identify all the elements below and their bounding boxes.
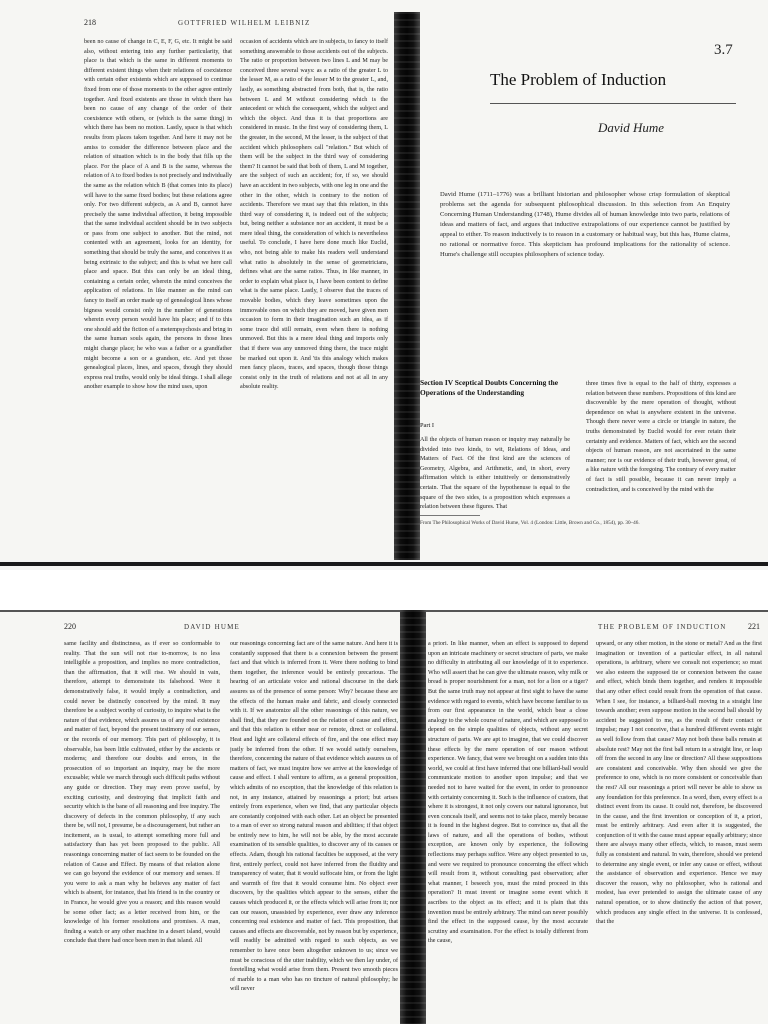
leibniz-column-2 (240, 38, 388, 448)
page-chapter-3-7 (420, 0, 768, 570)
footnote-rule (420, 515, 480, 516)
folio-221: 221 (748, 622, 760, 631)
chapter-author: David Hume (598, 120, 665, 135)
chapter-title: The Problem of Induction (490, 70, 667, 89)
page-221 (428, 610, 768, 1024)
running-head-leibniz: GOTTFRIED WILHELM LEIBNIZ (178, 19, 311, 27)
page221-column-1: a priori. In like manner, when an effect is supposed to depend upon an intricate machinery or secret structure of parts, we make no difficulty in attributing all our knowledge of it to experience. Who will assert that he can give the ultimate reason, why milk or bread is proper nourishment for a man, not for a lion or a tiger? But the same truth may not appear at first sight to have the same evidence with regard to events, which have become familiar to us from our first appearance in the world, which bear a close analogy to the whole course of nature, and which are supposed to depend on the simple qualities of objects, without any secret structure of parts. We are apt to imagine, that we could discover these effects by the mere operation of our reason without experience. We fancy, that were we brought on a sudden into this world, we could at first have inferred that one billiard-ball would communicate motion to another upon impulse; and that we needed not to have waited for the event, in order to pronounce with certainty concerning it. Such is the influence of custom, that where it is strongest, it not only covers our natural ignorance, but even conceals itself, and seems not to take place, merely because it is found in the highest degree. But to convince us, that all the laws of nature, and all the operations of bodies, without exception, are known only by experience, the following reflections may perhaps suffice. Were any object presented to us, and were we required to pronounce concerning the effect which will result from it, without consulting past observation; after what manner, I beseech you, must the mind proceed in this operation? It must invent or imagine some event which it ascribes to the object as its effect; and it is plain that this invention must be entirely arbitrary. The mind can never possibly find the effect in the supposed cause, by the most accurate scrutiny and examination. For the effect is totally different from the cause, (428, 641, 588, 945)
top-spread-bottom-edge (0, 562, 768, 566)
chapter-number: 3.7 (714, 42, 733, 58)
page221-column-2: upward, or any other motion, in the stone or metal? And as the first imagination or invention of a particular effect, in all natural operations, is arbitrary, where we consult not experience; so must we also esteem the supposed tie or connexion between the cause and effect, which binds them together, and renders it impossible that any other effect could result from the operation of that cause. When I see, for instance, a billiard-ball moving in a straight line towards another; even suppose motion in the second ball should by accident be suggested to me, as the result of their contact or impulse; may I not conceive, that a hundred different events might as well follow from that cause? May not both these balls remain at absolute rest? May not the first ball return in a straight line, or leap off from the second in any line or direction? All these suppositions are consistent and conceivable. Why then should we give the preference to one, which is no more consistent or conceivable than the rest? All our reasonings a priori will never be able to show us any foundation for this preference. In a word, then, every effect is a distinct event from its cause. It could not, therefore, be discovered in the cause, and the first invention or conception of it, a priori, must be entirely arbitrary. And even after it is suggested, the conjunction of it with the cause must appear equally arbitrary; since there are always many other effects, which, to reason, must seem fully as consistent and natural. In vain, therefore, should we pretend to determine any single event, or infer any cause or effect, without the assistance of observation and experience. Hence we may discover the reason, why no philosopher, who is rational and modest, has ever pretended to assign the ultimate cause of any natural operation, or to show distinctly the action of that power, which produces any single effect in the universe. It is confessed, that the (596, 641, 762, 926)
running-head-hume: DAVID HUME (184, 623, 241, 631)
leibniz-col2-text: occasion of accidents which are in subjects, to fancy to itself something answerable to those accidents out of the subjects. The ratio or proportion between two lines L and M may be conceived three several ways: as a ratio of the greater L to the lesser M, as a ratio of the lesser M to the greater L, and, lastly, as something abstracted from both, that is, the ratio between L and M without considering which is the antecedent or which the consequent, which the subject and which the object. And thus it is that proportions are considered in music. In the first way of considering them, L the greater, in the second, M the lesser, is the subject of that accident which philosophers call "relation." But which of them will be the subject in the third way of considering them? It cannot be said that both of them, L and M together, are the subject of such an accident; for, if so, we should have an accident in two subjects, with one leg in one and the other in the other, which is contrary to the notion of accidents. Therefore we must say that this relation, in this third way of considering it, is indeed out of the subjects; but, being neither a substance nor an accident, it must be a mere ideal thing, the consideration of which is nevertheless useful. To conclude, I have here done much like Euclid, who, not being able to make his readers well understand what ratio is absolutely in the sense of geometricians, defines what are the same ratios. Thus, in like manner, in order to explain what place is, I have been content to define what is the same place. Lastly, I observe that the traces of movable bodies, which they leave sometimes upon the immovable ones on which they are moved, have given men occasion to form in their imagination such an idea, as if some trace did still remain, even when there is nothing unmoved. But this is a mere ideal thing and imports only that if there was any unmoved thing there, the trace might be marked out upon it. And 'tis this analogy which makes men fancy places, traces, and spaces, though those things consist only in the truth of relations and not at all in any absolute reality. (240, 39, 388, 391)
bottom-spread (0, 610, 768, 1024)
chapter-intro: David Hume (1711–1776) was a brilliant historian and philosopher whose crisp formulation of skeptical problems set the agenda for subsequent philosophical discussion. In this selection from An Enquiry Concerning Human Understanding (1748), Hume divides all of human knowledge into two parts, relations of ideas and matters of fact, and argues that inductive extrapolations of our experience cannot be justified by appeal to either. To reason inductively is to reason in a customary or habitual way, but this has, Hume claims, no rational or normative force. This skepticism has profound implications for the rationality of science. Hume's challenge still occupies philosophers of science today. (440, 191, 730, 258)
footnote-source: From The Philosophical Works of David Hume, Vol. 4 (London: Little, Brown and Co., 1854), pp. 30–46. (420, 520, 640, 526)
folio-220: 220 (64, 622, 76, 631)
book-gutter-shadow-bottom (400, 610, 426, 1024)
leibniz-col1-text: been no cause of change in C, E, F, G, etc. It might be said also, without entering into any further particularity, that place is that which is the same in different moments to different existent things when their relations of coexistence with certain other existents which are supposed to continue fixed from one of those moments to the other agree entirely together. And fixed existents are those in which there has been no cause of any change of the order of their coexistence with others, or (which is the same thing) in which there has been no motion. Lastly, space is that which results from places taken together. And here it may not be amiss to consider the difference between place and the relation of situation which is in the body that fills up the place. For the place of A and B is the same, whereas the relation of A to fixed bodies is not precisely and individually the same as the relation which B (that comes into its place) will have to the same fixed bodies; but these relations agree only. For two different subjects, as A and B, cannot have precisely the same individual affection, it being impossible that the same individual accident should be in two subjects or pass from one subject to another. But the mind, not contented with an agreement, looks for an identity, for something that should be truly the same, and conceives it as being extrinsic to the subject; and this is what we here call place and space. But this can only be an ideal thing, containing a certain order, wherein the mind conceives the application of relations. In like manner as the mind can fancy to itself an order made up of genealogical lines whose bigness would consist only in the number of generations wherein every person would have his place; and if to this one should add the fiction of a metempsychosis and bring in the same human souls again, the persons in those lines might change place; he who was a father or a grandfather might become a son or a grandson, etc. And yet those genealogical places, lines, and spaces, though they should express real truths, would only be ideal things. I shall allege another example to show how the mind uses, upon (84, 39, 232, 391)
running-head-induction: THE PROBLEM OF INDUCTION (598, 623, 727, 631)
book-gutter-shadow-top (394, 12, 420, 560)
leibniz-column-1 (84, 38, 232, 448)
page-218 (0, 0, 396, 570)
hume-intro-column-1: All the objects of human reason or inquiry may naturally be divided into two kinds, to wit, Relations of Ideas, and Matters of Fact. Of the first kind are the sciences of Geometry, Algebra, and Arithmetic, and, in short, every affirmation which is either intuitively or demonstratively certain. That the square of the hypothenuse is equal to the square of the two sides, is a proposition which expresses a relation between these figures. That (420, 437, 570, 510)
chapter-title-rule (490, 103, 736, 104)
page-220 (0, 610, 404, 1024)
page220-column-1: same facility and distinctness, as if ever so conformable to reality. That the sun will not rise to-morrow, is no less intelligible a proposition, and implies no more contradiction, than the affirmation, that it will rise. We should in vain, therefore, attempt to demonstrate its falsehood. Were it demonstratively false, it would imply a contradiction, and could never be distinctly conceived by the mind. It may therefore be a subject worthy of curiosity, to inquire what is the nature of that evidence, which assures us of any real existence and matter of fact, beyond the present testimony of our senses, or the records of our memory. This part of philosophy, it is observable, has been little cultivated, either by the ancients or moderns; and therefore our doubts and errors, in the prosecution of so important an inquiry, may be the more excusable; while we march through such difficult paths without any guide or direction. They may even prove useful, by exciting curiosity, and destroying that implicit faith and security which is the bane of all reasoning and free inquiry. The discovery of defects in the common philosophy, if any such there be, will not, I presume, be a discouragement, but rather an incitement, as is usual, to attempt something more full and satisfactory than has yet been proposed to the public. All reasonings concerning matter of fact seem to be founded on the relation of Cause and Effect. By means of that relation alone we can go beyond the evidence of our memory and senses. If you were to ask a man why he believes any matter of fact which is absent, for instance, that his friend is in the country or in France, he would give you a reason; and this reason would be some other fact; as a letter received from him, or the knowledge of his former resolutions and promises. A man, finding a watch or any other machine in a desert island, would conclude that there had once been men in that island. All (64, 641, 220, 945)
page220-column-2: our reasonings concerning fact are of the same nature. And here it is constantly supposed that there is a connexion between the present fact and that which is inferred from it. Were there nothing to bind them together, the inference would be entirely precarious. The hearing of an articulate voice and rational discourse in the dark assures us of the presence of some person: Why? because these are the effects of the human make and fabric, and closely connected with it. If we anatomize all the other reasonings of this nature, we shall find, that they are founded on the relation of cause and effect, and that this relation is either near or remote, direct or collateral. Heat and light are collateral effects of fire, and the one effect may justly be inferred from the other. If we would satisfy ourselves, therefore, concerning the nature of that evidence which assures us of matters of fact, we must inquire how we arrive at the knowledge of cause and effect. I shall venture to affirm, as a general proposition, which admits of no exception, that the knowledge of this relation is not, in any instance, attained by reasonings a priori; but arises entirely from experience, when we find, that any particular objects are constantly conjoined with each other. Let an object be presented to a man of ever so strong natural reason and abilities; if that object be entirely new to him, he will not be able, by the most accurate examination of its sensible qualities, to discover any of its causes or effects. Adam, though his rational faculties be supposed, at the very first, entirely perfect, could not have inferred from the fluidity and transparency of water, that it would suffocate him, or from the light and warmth of fire that it would consume him. No object ever discovers, by the qualities which appear to the senses, either the causes which produced it, or the effects which will arise from it; nor can our reason, unassisted by experience, ever draw any inference concerning real existence and matter of fact. This proposition, that causes and effects are discoverable, not by reason but by experience, will readily be admitted with regard to such objects, as we remember to have once been altogether unknown to us; since we must be conscious of the utter inability, which we then lay under, of foretelling what would arise from them. Present two smooth pieces of marble to a man who has no tincture of natural philosophy; he will never (230, 641, 398, 993)
section-heading: Section IV Sceptical Doubts Concerning the Operations of the Understanding (420, 378, 559, 397)
part-heading: Part I (420, 422, 435, 429)
hume-intro-column-2: three times five is equal to the half of thirty, expresses a relation between these numbers. Propositions of this kind are discoverable by the mere operation of thought, without dependence on what is anywhere existent in the universe. Though there never were a circle or triangle in nature, the truths demonstrated by Euclid would for ever retain their certainty and evidence. Matters of fact, which are the second objects of human reason, are not ascertained in the same manner; nor is our evidence of their truth, however great, of a like nature with the foregoing. The contrary of every matter of fact is still possible, because it can never imply a contradiction, and is conceived by the mind with the (586, 381, 736, 493)
folio-218: 218 (84, 18, 96, 27)
